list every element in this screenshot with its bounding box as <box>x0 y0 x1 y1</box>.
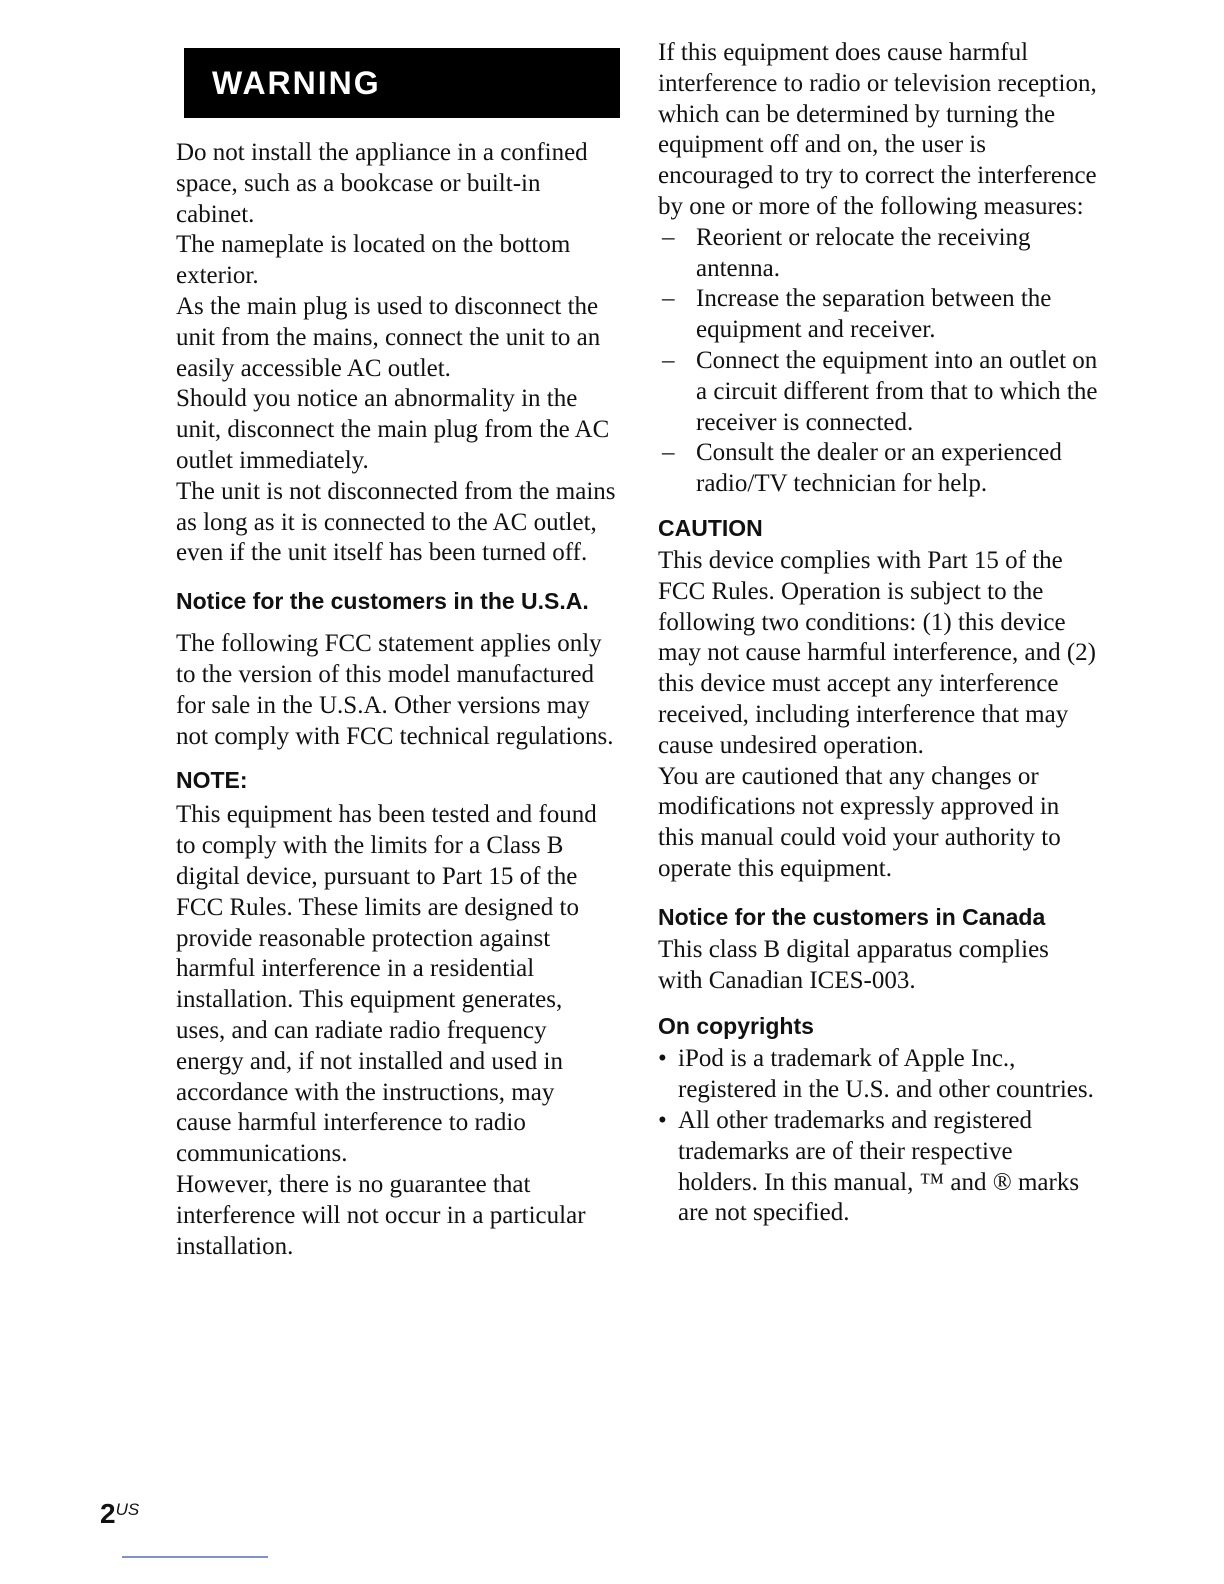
canada-notice-heading: Notice for the customers in Canada <box>658 903 1046 930</box>
note-paragraph: This equipment has been tested and found to comply with the limits for a Class B digital device, pursuant to Part 15 of the FCC Rules. These limits are designed to provide reasonable protection against harmful interference in a residential installation. This equipment generates, uses, and can radiate radio frequency energy and, if not installed and used in accordance with the instructions, may cause harmful interference to radio communications. <box>176 801 597 1168</box>
list-item: – Connect the equipment into an outlet on a circuit different from that to which the receiver is connected. <box>662 346 1098 436</box>
list-item: • iPod is a trademark of Apple Inc., registered in the U.S. and other countries. <box>658 1045 1094 1104</box>
usa-notice-text: The following FCC statement applies only to the version of this model manufactured for sale in the U.S.A. Other versions may not comply with FCC technical regulations. <box>176 630 614 750</box>
dash-mark: – <box>662 346 675 374</box>
left-column <box>176 48 616 1262</box>
canada-notice-text: This class B digital apparatus complies with Canadian ICES-003. <box>658 935 1049 994</box>
dash-mark: – <box>662 285 675 313</box>
list-item: – Reorient or relocate the receiving antenna. <box>662 223 1031 282</box>
right-column <box>658 38 1098 1229</box>
warning-banner: WARNING <box>184 48 620 118</box>
caution-paragraph: You are cautioned that any changes or modifications not expressly approved in this manual could void your authority to operate this equipment. <box>658 762 1061 882</box>
warning-paragraph: The unit is not disconnected from the mains as long as it is connected to the AC outlet, even if the unit itself has been turned off. <box>176 477 616 567</box>
warning-paragraph: The nameplate is located on the bottom exterior. <box>176 231 571 290</box>
list-item: • All other trademarks and registered trademarks are of their respective holders. In this manual, ™ and ® marks are not specified. <box>658 1106 1080 1227</box>
list-item: – Increase the separation between the equipment and receiver. <box>662 285 1052 344</box>
list-item: – Consult the dealer or an experienced radio/TV technician for help. <box>662 439 1062 498</box>
page-suffix: US <box>115 1500 140 1519</box>
warning-paragraph: As the main plug is used to disconnect the unit from the mains, connect the unit to an easily accessible AC outlet. <box>176 292 601 382</box>
copyrights-heading: On copyrights <box>658 1013 814 1040</box>
page-number: $2^{US}$ <box>100 1498 140 1529</box>
dash-mark: – <box>662 439 675 467</box>
bullet-mark: • <box>658 1045 667 1073</box>
warning-paragraph: Should you notice an abnormality in the unit, disconnect the main plug from the AC outlet immediately. <box>176 385 610 474</box>
copyrights-list <box>658 1044 1098 1229</box>
dash-mark: – <box>662 223 675 251</box>
measures-list <box>658 223 1098 500</box>
footer-rule <box>122 1556 268 1558</box>
caution-paragraph: This device complies with Part 15 of the FCC Rules. Operation is subject to the following two conditions: (1) this device may not cause harmful interference, and (2) this device must accept any interference received, including interference that may cause undesired operation. <box>658 546 1096 759</box>
caution-heading: CAUTION <box>658 514 763 541</box>
note-continued-paragraph: If this equipment does cause harmful interference to radio or television reception, which can be determined by turning the equipment off and on, the user is encouraged to try to correct the interference by one or more of the following measures: <box>658 39 1097 220</box>
note-heading: NOTE: <box>176 767 248 794</box>
warning-paragraph: Do not install the appliance in a confined space, such as a bookcase or built-in cabinet. <box>176 139 588 228</box>
bullet-mark: • <box>658 1106 667 1134</box>
usa-notice-heading: Notice for the customers in the U.S.A. <box>176 588 589 615</box>
note-paragraph: However, there is no guarantee that interference will not occur in a particular installation. <box>176 1170 586 1260</box>
